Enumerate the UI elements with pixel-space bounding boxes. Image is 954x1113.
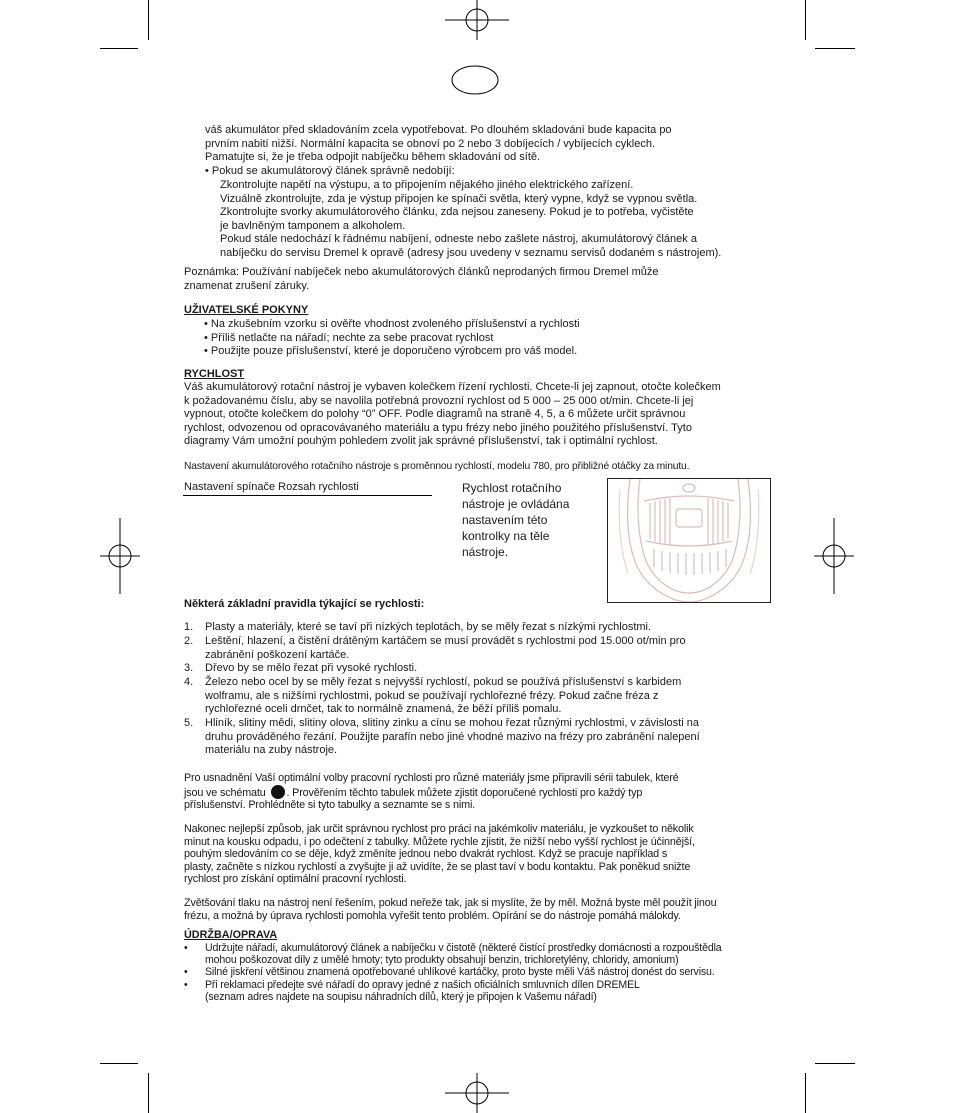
text-line: rychlost, odvozenou od opracovávaného materiálu a typu frézy nebo jiného použitého příslušenství. Tyto — [184, 421, 692, 434]
text-line: frézu, a možná by úprava rychlosti pomohla vyřešit tento problém. Opírání se do nástroje pomáhá málokdy. — [184, 909, 681, 922]
text-line: Při reklamaci předejte své nářadí do opravy jedné z našich oficiálních smluvních dílen DREMEL — [205, 978, 640, 991]
list-item: • Použijte pouze příslušenství, které je doporučeno výrobcem pro váš model. — [204, 345, 578, 358]
language-oval — [452, 66, 498, 94]
text-line: Pamatujte si, že je třeba odpojit nabíječku během skladování od sítě. — [205, 151, 541, 164]
text-line: Váš akumulátorový rotační nástroj je vybaven kolečkem řízení rychlosti. Chcete-li jej zapnout, otočte kolečkem — [184, 381, 721, 393]
text-line: pouhým sledováním co se děje, když změníte jednou nebo dvakrát rychlost. Když se pracuje například s — [184, 848, 668, 861]
text-line: Vizuálně zkontrolujte, zda je výstup připojen ke spínači světla, který vypne, když se vypnou světla. — [220, 192, 698, 205]
rule-number: 1. — [184, 621, 194, 633]
text-line: váš akumulátor před skladováním zcela vypotřebovat. Po dlouhém skladování bude kapacita po — [205, 124, 672, 136]
text-line: k požadovanému číslu, aby se navolila potřebná provozní rychlost od 5 000 – 25 000 ot/min. Chcete-li jej — [184, 394, 694, 407]
maintenance-item — [184, 942, 774, 966]
maintenance-item — [184, 966, 774, 978]
speed-table-header — [184, 481, 432, 495]
speed-dial-illustration — [607, 478, 771, 603]
table-header-rule — [183, 495, 432, 496]
text-line: Rychlost rotačního — [462, 481, 562, 495]
best-way-paragraph — [184, 823, 774, 886]
battery-check-list — [220, 179, 810, 261]
maintenance-list — [184, 942, 774, 1003]
text-line: je bavlněným tamponem a alkoholem. — [220, 219, 406, 232]
text-line: nástroje. — [462, 545, 509, 559]
rule-number: 3. — [184, 662, 194, 674]
speed-heading: RYCHLOST — [184, 368, 245, 380]
text-line: Zvětšování tlaku na nástroj není řešením, pokud neřeže tak, jak si myslíte, že by měl. Možná byste měl použít jinou — [184, 897, 717, 909]
text-line: vypnout, otočte kolečkem do polohy “0” OFF. Podle diagramů na straně 4, 5, a 6 můžete určit správnou — [184, 408, 686, 421]
pressure-paragraph — [184, 897, 774, 922]
rule-number: 2. — [184, 635, 194, 647]
text-line: Nakonec nejlepší způsob, jak určit správnou rychlost pro práci na jakémkoliv materiálu, je vyzkoušet to několik — [184, 823, 694, 835]
text-line: Plasty a materiály, které se taví při nízkých teplotách, by se měly řezat s nízkými rychlostmi. — [205, 621, 652, 633]
rules-heading: Některá základní pravidla týkající se rychlosti: — [184, 598, 425, 610]
bullet: • — [184, 942, 188, 954]
text-line: rychlořezné oceli drnčet, tak to normálně znamená, že běží příliš pomalu. — [205, 703, 562, 716]
tool-body-icon — [608, 479, 770, 602]
text-line: minut na kousku odpadu, i po odečtení z tabulky. Můžete rychle zjistit, že nižší nebo vyšší rychlost je účinnější, — [184, 835, 695, 848]
user-instructions-heading: UŽIVATELSKÉ POKYNY — [184, 304, 309, 316]
bullet: • — [184, 978, 188, 991]
text-line: Železo nebo ocel by se měly řezat s nejvyšší rychlostí, pokud se používá příslušenství s karbidem — [205, 676, 682, 688]
speed-control-text — [462, 480, 602, 560]
maintenance-item — [184, 979, 774, 1003]
text-line: Silné jiskření většinou znamená opotřebované uhlíkové kartáčky, proto byste měli Váš nástroj donést do servisu. — [205, 966, 715, 979]
text-line: materiálu na zuby nástroje. — [205, 744, 338, 757]
text-line: nástroje je ovládána — [462, 497, 570, 511]
text-line: rychlost pro získání optimální pracovní rychlosti. — [184, 873, 407, 886]
speed-paragraph — [184, 381, 774, 449]
text-line: druhu prováděného řezání. Použijte parafín nebo jiné vhodné mazivo na frézy pro zabránění nalepení — [205, 730, 700, 743]
text-line: Leštění, hlazení, a čistění drátěným kartáčem se musí provádět s rychlostmi pod 15.000 ot/min pro — [205, 635, 686, 647]
text-line: plasty, začněte s nízkou rychlostí a zvyšujte ji až uvidíte, že se plast taví v bodu kontaktu. Pak poněkud snižte — [184, 860, 691, 873]
text-line: Zkontrolujte napětí na výstupu, a to připojením nějakého jiného elektrického zařízení. — [220, 179, 634, 191]
tables-paragraph — [184, 772, 774, 812]
text-line: zabránění poškození kartáče. — [205, 648, 350, 661]
text-line: nabíječku do servisu Dremel k opravě (adresy jsou uvedeny v seznamu servisů dodaném s nástrojem). — [220, 246, 722, 259]
reference-dot-icon — [271, 785, 285, 799]
list-item: • Na zkušebním vzorku si ověřte vhodnost zvoleného příslušenství a rychlosti — [204, 318, 580, 330]
text-fragment: . Prověřením těchto tabulek můžete zjistit doporučené rychlosti pro každý typ — [286, 786, 643, 799]
text-line: (seznam adres najdete na soupisu náhradních dílů, který je připojen k Vašemu nářadí) — [205, 990, 597, 1003]
note-paragraph — [184, 266, 774, 293]
text-line: Pokud stále nedochází k řádnému nabíjení, odneste nebo zašlete nástroj, akumulátorový článek a — [220, 233, 697, 246]
text-line: Udržujte nářadí, akumulátorový článek a nabíječku v čistotě (některé čistící prostředky domácnosti a rozpouštědla — [205, 942, 722, 954]
settings-caption: Nastavení akumulátorového rotačního nástroje s proměnnou rychlostí, modelu 780, pro přibližné otáčky za minutu. — [184, 461, 690, 472]
text-fragment: jsou ve schématu — [184, 786, 266, 799]
battery-bullet: • Pokud se akumulátorový článek správně nedobíjí: — [205, 165, 455, 177]
intro-paragraph — [205, 124, 795, 165]
text-line: Poznámka: Používání nabíječek nebo akumulátorových článků neprodaných firmou Dremel může — [184, 266, 659, 278]
text-line: nastavením této — [462, 513, 548, 527]
bullet: • — [184, 966, 188, 979]
text-line: diagramy Vám umožní pouhým pohledem zvolit jak správné příslušenství, tak i optimální rychlost. — [184, 435, 658, 448]
text-line: wolframu, ale s nižšími rychlostmi, pokud se používají rychlořezné frézy. Pokud začne fréza z — [205, 689, 659, 702]
text-line: kontrolky na těle — [462, 529, 550, 543]
text-line: znamenat zrušení záruky. — [184, 279, 310, 292]
maintenance-heading: ÚDRŽBA/OPRAVA — [184, 929, 278, 941]
user-instructions-list — [204, 318, 794, 359]
text-line: Pro usnadnění Vaší optimální volby pracovní rychlosti pro různé materiály jsme připravili sérii tabulek, které — [184, 772, 679, 784]
text-line: Zkontrolujte svorky akumulátorového článku, zda nejsou zaneseny. Pokud je to potřeba, vyčistěte — [220, 206, 694, 219]
rule-number: 5. — [184, 717, 194, 729]
text-line: Hliník, slitiny mědi, slitiny olova, slitiny zinku a cínu se mohou řezat různými rychlostmi, v závislosti na — [205, 717, 699, 729]
rule-number: 4. — [184, 676, 194, 688]
text-line: Dřevo by se mělo řezat při vysoké rychlosti. — [205, 662, 418, 674]
list-item: • Příliš netlačte na nářadí; nechte za sebe pracovat rychlost — [204, 331, 494, 344]
text-line: prvním nabití nižší. Normální kapacita se obnoví po 2 nebo 3 dobíjecích / vybíjecích cyklech. — [205, 137, 656, 150]
table-header: Nastavení spínače Rozsah rychlosti — [184, 481, 359, 493]
text-line: příslušenství. Prohlédněte si tyto tabulky a seznamte se s nimi. — [184, 799, 476, 812]
text-line: mohou poškozovat díly z umělé hmoty; tyto produkty obsahují benzin, trichloretylény, chloridy, amonium) — [205, 954, 679, 967]
